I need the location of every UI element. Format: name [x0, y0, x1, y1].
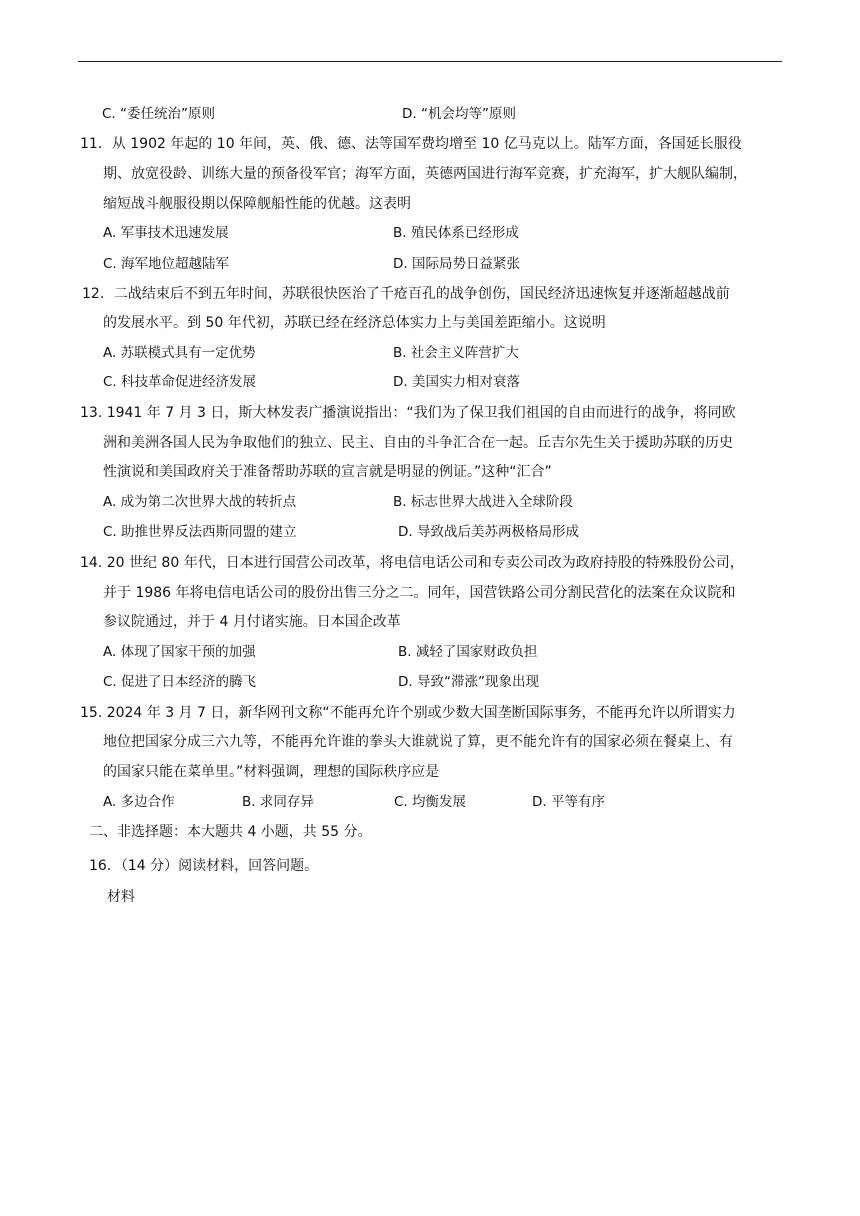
question-14-option-b: B. 减轻了国家财政负担 [398, 644, 538, 660]
question-15-line-1: 15. 2024 年 3 月 7 日，新华网刊文称“不能再允许个别或少数大国垄断国际事务，不能再允许以所谓实力 [80, 705, 736, 721]
question-12-option-d: D. 美国实力相对衰落 [393, 374, 520, 390]
question-12-option-b: B. 社会主义阵营扩大 [393, 345, 519, 361]
question-15-option-d: D. 平等有序 [532, 794, 605, 810]
question-12-line-2: 的发展水平。到 50 年代初，苏联已经在经济总体实力上与美国差距缩小。这说明 [103, 315, 606, 331]
question-11-line-2: 期、放宽役龄、训练大量的预备役军官；海军方面，英德两国进行海军竞赛，扩充海军，扩大舰队编制， [103, 166, 747, 182]
question-16-heading: 16．（14 分）阅读材料，回答问题。 [89, 858, 319, 874]
question-14-option-c: C. 促进了日本经济的腾飞 [103, 674, 257, 690]
question-14-option-d: D. 导致“滞涨”现象出现 [398, 674, 539, 690]
question-15-line-2: 地位把国家分成三六九等，不能再允许谁的拳头大谁就说了算，更不能允许有的国家必须在餐桌上、有 [103, 734, 733, 750]
question-12-option-c: C. 科技革命促进经济发展 [103, 374, 257, 390]
question-15-option-c: C. 均衡发展 [394, 794, 467, 810]
question-14-line-2: 并于 1986 年将电信电话公司的股份出售三分之二。同年，国营铁路公司分割民营化的法案在众议院和 [103, 585, 736, 601]
question-13-line-1: 13. 1941 年 7 月 3 日，斯大林发表广播演说指出：“我们为了保卫我们祖国的自由而进行的战争，将同欧 [80, 405, 736, 421]
question-13-option-a: A. 成为第二次世界大战的转折点 [103, 494, 297, 510]
question-13-option-b: B. 标志世界大战进入全球阶段 [393, 494, 573, 510]
question-15-option-b: B. 求同存异 [242, 794, 314, 810]
section-two-heading: 二、非选择题：本大题共 4 小题，共 55 分。 [89, 824, 372, 840]
question-11-option-b: B. 殖民体系已经形成 [393, 225, 519, 241]
option-d: D. “机会均等”原则 [402, 106, 516, 122]
question-14-line-3: 参议院通过，并于 4 月付诸实施。日本国企改革 [103, 614, 401, 630]
question-14-line-1: 14. 20 世纪 80 年代，日本进行国营公司改革，将电信电话公司和专卖公司改为政府持股的特殊股份公司， [80, 555, 744, 571]
question-13-option-c: C. 助推世界反法西斯同盟的建立 [103, 524, 297, 540]
question-13-option-d: D. 导致战后美苏两极格局形成 [398, 524, 579, 540]
question-13-line-2: 洲和美洲各国人民为争取他们的独立、民主、自由的斗争汇合在一起。丘吉尔先生关于援助苏联的历史 [103, 435, 733, 451]
question-11-option-c: C. 海军地位超越陆军 [103, 256, 230, 272]
question-11-option-a: A. 军事技术迅速发展 [103, 225, 229, 241]
header-rule [78, 61, 782, 62]
question-12-option-a: A. 苏联模式具有一定优势 [103, 345, 256, 361]
option-c: C. “委任统治”原则 [102, 106, 215, 122]
question-11-line-3: 缩短战斗舰服役期以保障舰船性能的优越。这表明 [103, 196, 411, 212]
question-12-line-1: 12．二战结束后不到五年时间，苏联很快医治了千疮百孔的战争创伤，国民经济迅速恢复并逐渐超越战前 [82, 286, 730, 302]
question-11-line-1: 11．从 1902 年起的 10 年间，英、俄、德、法等国军费均增至 10 亿马克以上。陆军方面，各国延长服役 [80, 136, 742, 152]
material-label: 材料 [107, 889, 135, 905]
question-15-line-3: 的国家只能在菜单里。”材料强调，理想的国际秩序应是 [103, 764, 440, 780]
question-13-line-3: 性演说和美国政府关于准备帮助苏联的宣言就是明显的例证。”这种“汇合” [103, 464, 552, 480]
question-11-option-d: D. 国际局势日益紧张 [393, 256, 520, 272]
question-15-option-a: A. 多边合作 [103, 794, 175, 810]
question-14-option-a: A. 体现了国家干预的加强 [103, 644, 256, 660]
